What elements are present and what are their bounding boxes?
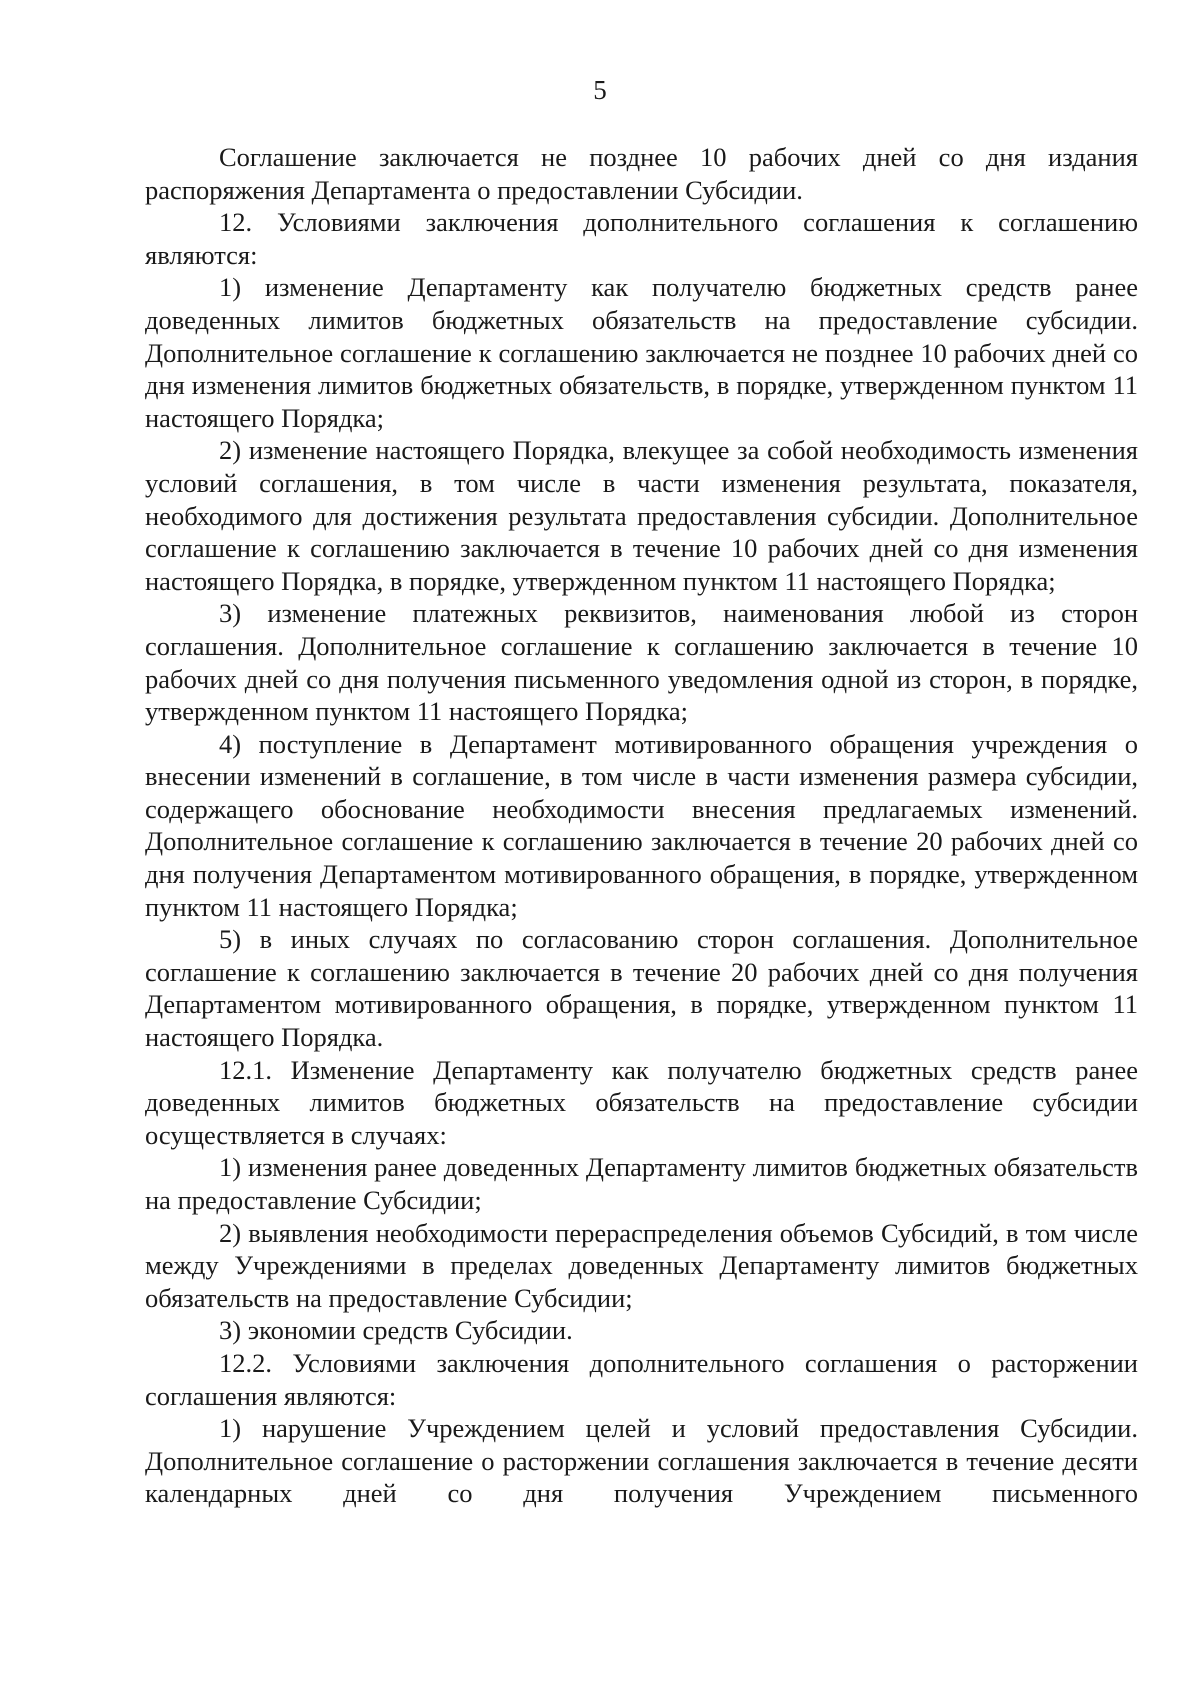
paragraph-12-1-heading: 12.1. Изменение Департаменту как получателю бюджетных средств ранее доведенных лимитов бюджетных обязательств на предоставление субсидии осуществляется в случаях:	[145, 1054, 1138, 1150]
paragraph-12-item-5: 5) в иных случаях по согласованию сторон соглашения. Дополнительное соглашение к соглашению заключается в течение 20 рабочих дней со дня получения Департаментом мотивированного обращения, в порядке, утвержденном пунктом 11 настоящего Порядка.	[145, 924, 1138, 1053]
paragraph-12-1-item-2: 2) выявления необходимости перераспределения объемов Субсидий, в том числе между Учреждениями в пределах доведенных Департаменту лимитов бюджетных обязательств на предоставление Субсидии;	[145, 1217, 1138, 1313]
paragraph-12-1-item-1: 1) изменения ранее доведенных Департаменту лимитов бюджетных обязательств на предоставление Субсидии;	[145, 1152, 1138, 1215]
paragraph-12-1-item-3: 3) экономии средств Субсидии.	[219, 1315, 573, 1346]
paragraph-12-item-4: 4) поступление в Департамент мотивированного обращения учреждения о внесении изменений в соглашение, в том числе в части изменения размера субсидии, содержащего обоснование необходимости внесения предлагаемых изменений. Дополнительное соглашение к соглашению заключается в течение 20 рабочих дней со дня получения Департаментом мотивированного обращения, в порядке, утвержденном пунктом 11 настоящего Порядка;	[145, 728, 1138, 922]
paragraph-12-item-2: 2) изменение настоящего Порядка, влекущее за собой необходимость изменения условий соглашения, в том числе в части изменения результата, показателя, необходимого для достижения результата предоставления субсидии. Дополнительное соглашение к соглашению заключается в течение 10 рабочих дней со дня изменения настоящего Порядка, в порядке, утвержденном пунктом 11 настоящего Порядка;	[145, 435, 1138, 596]
paragraph-12-item-3: 3) изменение платежных реквизитов, наименования любой из сторон соглашения. Дополнительное соглашение к соглашению заключается в течение 10 рабочих дней со дня получения письменного уведомления одной из сторон, в порядке, утвержденном пунктом 11 настоящего Порядка;	[145, 598, 1138, 727]
paragraph-agreement-deadline: Соглашение заключается не позднее 10 рабочих дней со дня издания распоряжения Департамента о предоставлении Субсидии.	[145, 142, 1138, 205]
document-body	[145, 141, 1138, 1510]
page-number: 5	[593, 75, 607, 105]
paragraph-12-2-heading: 12.2. Условиями заключения дополнительного соглашения о расторжении соглашения являются:	[145, 1347, 1138, 1411]
paragraph-12-2-item-1: 1) нарушение Учреждением целей и условий предоставления Субсидии. Дополнительное соглашение о расторжении соглашения заключается в течение десяти календарных дней со дня получения Учреждением письменного	[145, 1413, 1138, 1509]
paragraph-12-item-1: 1) изменение Департаменту как получателю бюджетных средств ранее доведенных лимитов бюджетных обязательств на предоставление субсидии. Дополнительное соглашение к соглашению заключается не позднее 10 рабочих дней со дня изменения лимитов бюджетных обязательств, в порядке, утвержденном пунктом 11 настоящего Порядка;	[145, 272, 1138, 433]
paragraph-12-heading: 12. Условиями заключения дополнительного соглашения к соглашению являются:	[145, 207, 1138, 270]
